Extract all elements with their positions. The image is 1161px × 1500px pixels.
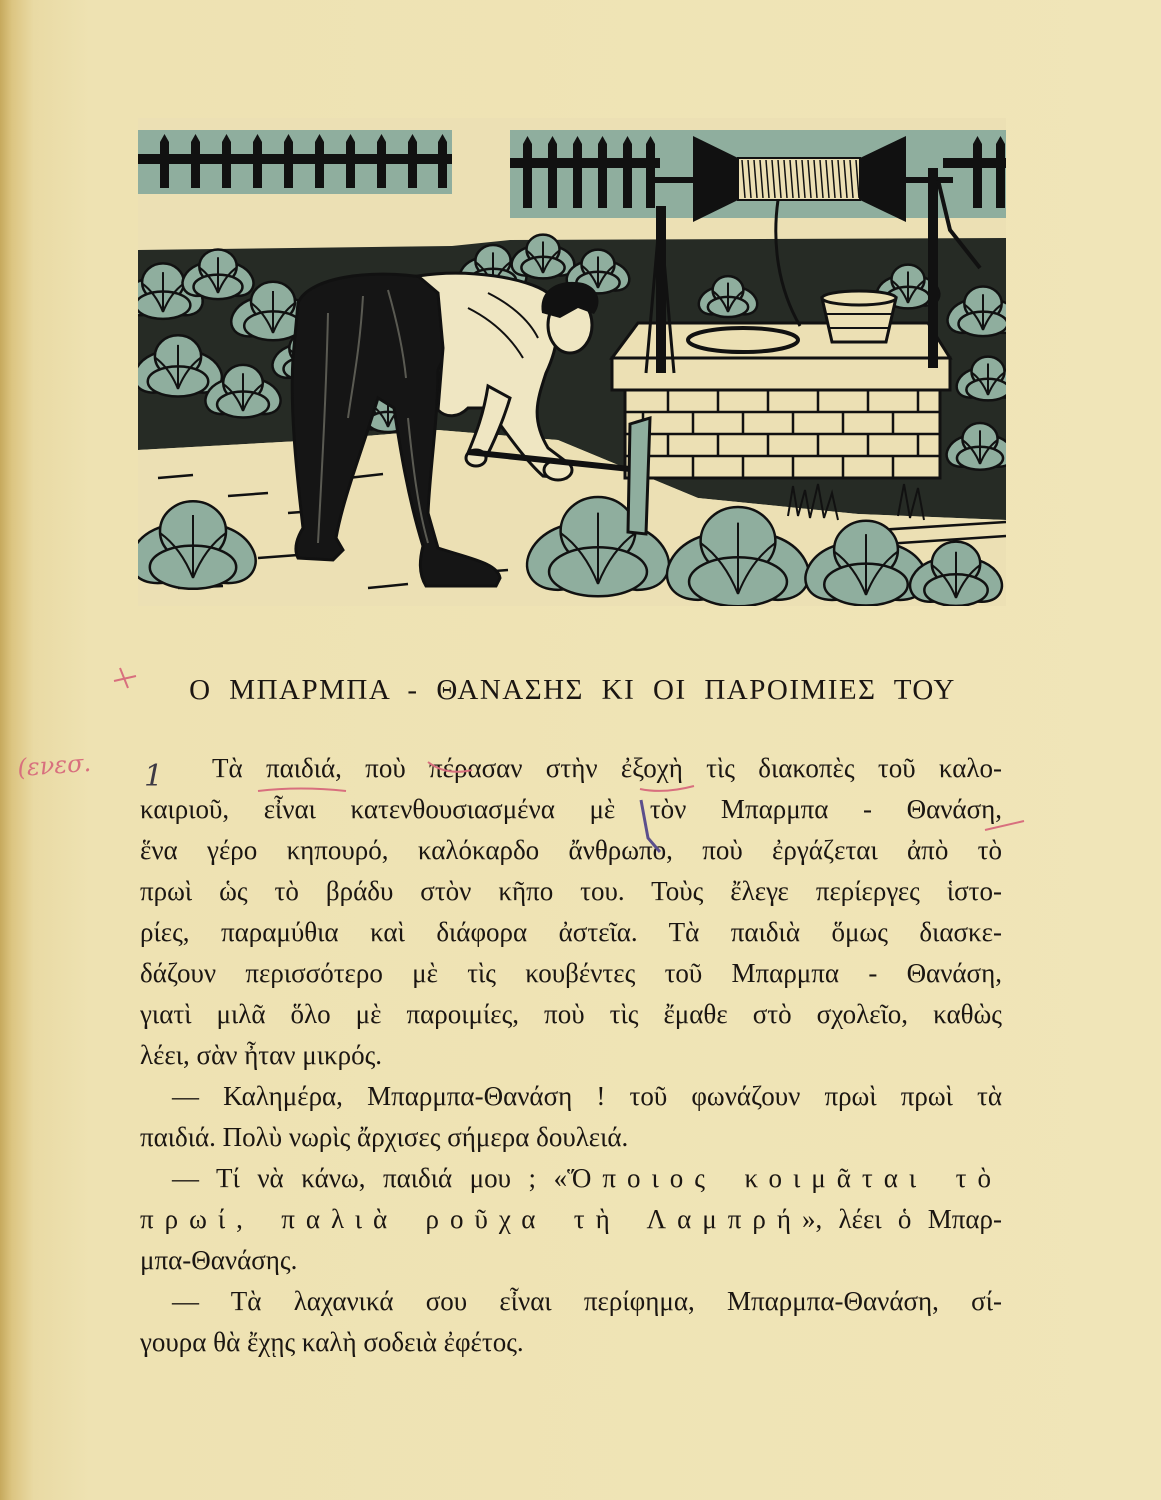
text-line: καιριοῦ, εἶναι κατενθουσιασμένα μὲ τὸν Μπαρμπα - Θανάση,	[140, 794, 1002, 824]
fence-picket	[438, 134, 447, 188]
margin-mark: 1	[144, 759, 164, 794]
fence-picket	[222, 134, 231, 188]
text-line: πρωὶ ὡς τὸ βράδυ στὸν κῆπο του. Τοὺς ἔλεγε περίεργες ἱστο-	[140, 876, 1002, 906]
fence-picket	[996, 136, 1005, 208]
fence-picket	[623, 136, 632, 208]
bucket-rim	[822, 291, 896, 305]
illustration-farmer-at-well	[138, 118, 1006, 606]
well-opening	[688, 328, 798, 352]
fence-picket	[408, 134, 417, 188]
text-line: παιδιά. Πολὺ νωρὶς ἄρχισες σήμερα δουλειά.	[140, 1122, 629, 1152]
fence-picket	[253, 134, 262, 188]
dialogue-line: — Τὰ λαχανικά σου εἶναι περίφημα, Μπαρμπα-Θανάση, σί-	[172, 1286, 1002, 1316]
text-line: ρίες, παραμύθια καὶ διάφορα ἀστεῖα. Τὰ παιδιὰ ὅμως διασκε-	[140, 917, 1002, 947]
dialogue-line	[140, 1160, 1002, 1200]
fence-picket	[523, 136, 532, 208]
fence-right-rail	[510, 158, 660, 168]
proverb-spaced-text: Ὅποιος κοιμᾶται τὸ	[567, 1163, 1002, 1193]
fence-picket	[973, 136, 982, 208]
fence-picket	[548, 136, 557, 208]
bucket	[822, 291, 896, 342]
fence-left-rail	[138, 154, 452, 164]
text-line: Τὰ παιδιά, ποὺ πέρασαν στὴν ἐξοχὴ τὶς διακοπὲς τοῦ καλο-	[212, 753, 1002, 783]
margin-note: (ενεσ.	[16, 748, 92, 782]
text-line: δάζουν περισσότερο μὲ τὶς κουβέντες τοῦ Μπαρμπα - Θανάση,	[140, 958, 1002, 988]
text-segment: », λέει ὁ Μπαρ-	[801, 1204, 1002, 1234]
fence-picket	[346, 134, 355, 188]
windlass-post-right	[928, 168, 938, 368]
fence-picket	[315, 134, 324, 188]
text-line: γουρα θὰ ἔχῃς καλὴ σοδειὰ ἐφέτος.	[140, 1327, 524, 1357]
proverb-spaced-text: πρωί, παλιὰ ροῦχα τὴ Λαμπρή	[140, 1204, 802, 1234]
pen-cross-mark	[114, 668, 136, 688]
fence-picket	[598, 136, 607, 208]
text-line: γιατὶ μιλᾶ ὅλο μὲ παροιμίες, ποὺ τὶς ἔμαθε στὸ σχολεῖο, καθὼς	[140, 999, 1002, 1029]
text-line: μπα-Θανάσης.	[140, 1245, 298, 1275]
fence-picket	[573, 136, 582, 208]
fence-left	[138, 130, 452, 194]
chapter-title: Ο ΜΠΑΡΜΠΑ - ΘΑΝΑΣΗΣ ΚΙ ΟΙ ΠΑΡΟΙΜΙΕΣ ΤΟΥ	[189, 674, 956, 706]
fence-picket	[160, 134, 169, 188]
dialogue-line: — Καλημέρα, Μπαρμπα-Θανάση ! τοῦ φωνάζουν πρωὶ πρωὶ τὰ	[172, 1081, 1002, 1111]
cabbage-leaf	[138, 291, 190, 318]
text-line: ἕνα γέρο κηπουρό, καλόκαρδο ἄνθρωπο, ποὺ ἐργάζεται ἀπὸ τὸ	[140, 835, 1002, 865]
hoe-blade	[628, 418, 650, 534]
fence-picket	[191, 134, 200, 188]
text-line	[140, 1201, 1002, 1241]
text-line: λέει, σὰν ἦταν μικρός.	[140, 1040, 383, 1070]
fence-picket	[284, 134, 293, 188]
text-segment: — Τί νὰ κάνω, παιδιά μου ; «	[172, 1163, 568, 1193]
fence-picket	[646, 136, 655, 208]
windlass-post-left	[656, 206, 666, 373]
fence-picket	[377, 134, 386, 188]
